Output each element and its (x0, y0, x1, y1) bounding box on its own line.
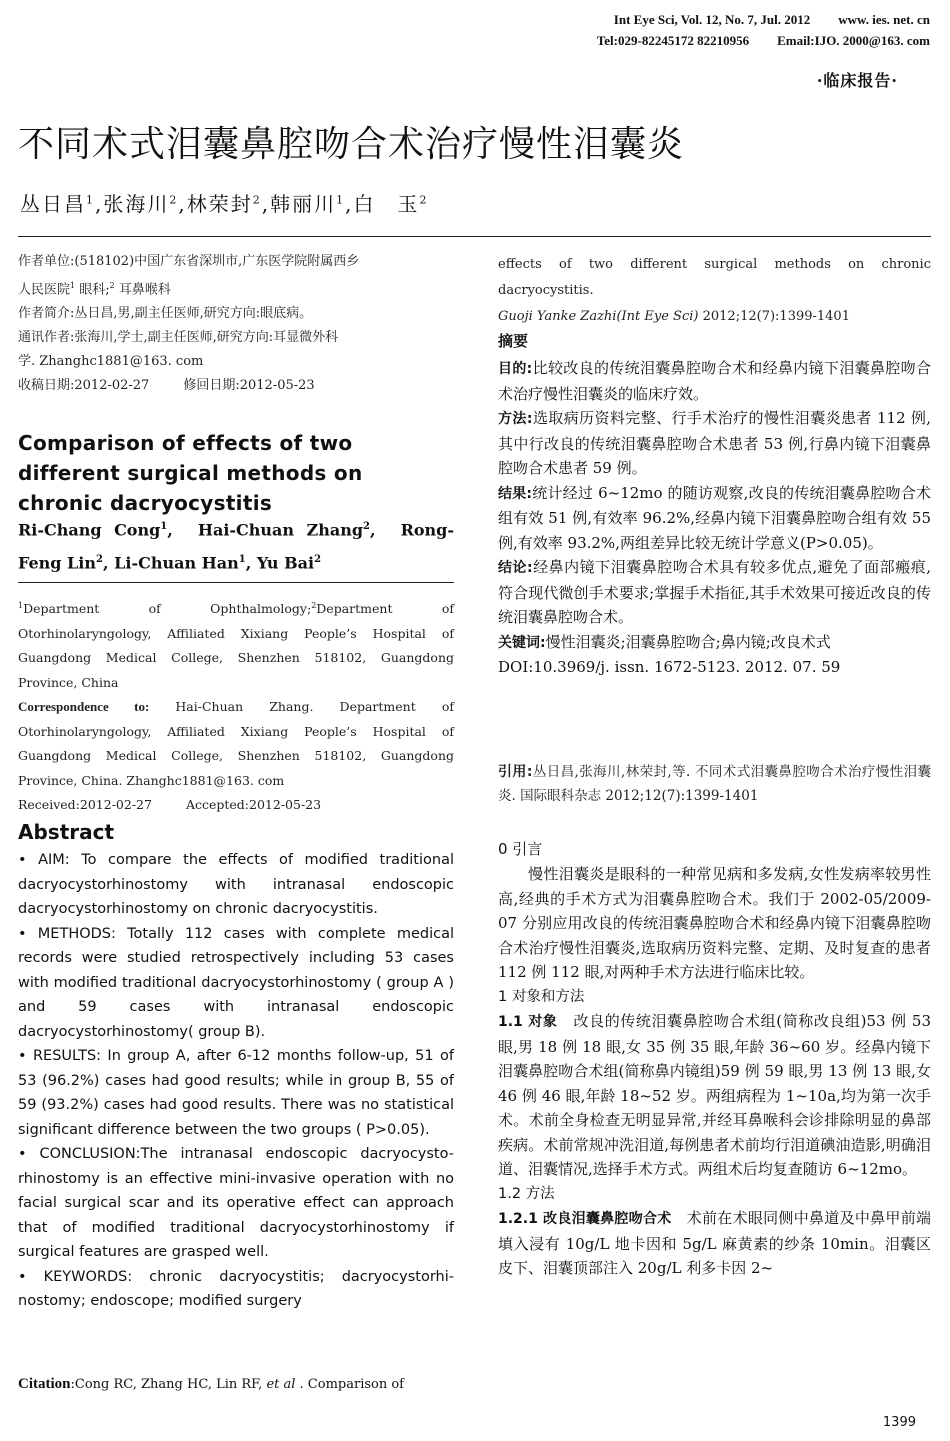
citation-cn: 引用:丛日昌,张海川,林荣封,等. 不同术式泪囊鼻腔吻合术治疗慢性泪囊炎. 国际眼科杂志 2012;12(7):1399-1401 (498, 764, 931, 804)
abstract-cn-results: 结果:统计经过 6~12mo 的随访观察,改良的传统泪囊鼻腔吻合术组有效 51 例,有效率 96.2%,经鼻内镜下泪囊鼻腔吻合组有效 55 例,有效率 93.2%,两组差异比较无统计学意义(P>0.05)。 (498, 483, 931, 552)
main-body (498, 862, 931, 1281)
intro-heading: 0 引言 (498, 840, 543, 858)
authors-divider (18, 582, 454, 583)
journal-email: Email:IJO. 2000@163. com (777, 33, 930, 48)
section-tag: ·临床报告· (816, 71, 898, 90)
journal-website: www. ies. net. cn (838, 12, 930, 27)
author-cn: 林荣封 (186, 192, 253, 216)
abstract-conclusion: • CONCLUSION:The intranasal endoscopic dacryocysto-rhinostomy is an effective mini-invasive operation with no facial surgical scar and its operative effect can approach that of modified traditional dacryocystorhinostomy if surgical features are grasped well. (18, 1146, 454, 1260)
author-cn: 白 玉 (353, 192, 420, 216)
authors-cn: 丛日昌$^1$,张海川$^2$,林荣封$^2$,韩丽川$^1$,白 玉$^2$ (20, 192, 429, 216)
abstract-en (18, 848, 454, 1314)
journal-contact-line (597, 33, 930, 49)
section121-paragraph: 1.2.1 改良泪囊鼻腔吻合术 术前在术眼同侧中鼻道及中鼻甲前端填入浸有 10g/L 地卡因和 5g/L 麻黄素的纱条 10min。泪囊区皮下、泪囊顶部注入 20g/L 利多卡因 2~ (498, 1209, 931, 1277)
journal-tel: Tel:029-82245172 82210956 (596, 33, 750, 48)
correspondence-cn-line2: 学. Zhanghc1881@163. com (18, 354, 204, 370)
page-number: 1399 (882, 1415, 916, 1430)
abstract-cn-keywords: 关键词:慢性泪囊炎;泪囊鼻腔吻合;鼻内镜;改良术式 (498, 632, 831, 651)
abstract-heading: Abstract (18, 820, 115, 844)
correspondence-en: Correspondence to: Hai-Chuan Zhang. Department of Otorhinolaryngology, Affiliated Xixiang People’s Hospital of Guangdong Medical College, Shenzhen 518102, Guangdong Province, China. Zhanghc1881@163. com (18, 699, 454, 788)
section11-paragraph: 1.1 对象 改良的传统泪囊鼻腔吻合术组(简称改良组)53 例 53 眼,男 18 例 18 眼,女 35 例 35 眼,年龄 36~60 岁。经鼻内镜下泪囊鼻腔吻合术组(简称鼻内镜组)59 例 59 眼,男 13 例 13 眼,女 46 例 46 眼,年龄 18~52 岁。两组病程为 1~10a,均为第一次手术。术前全身检查无明显异常,并经耳鼻喉科会诊排除明显的鼻部疾病。术前常规冲洗泪道,每例患者术前均行泪道碘油造影,明确泪道、泪囊情况,选择手术方式。两组术后均复查随访 6~12mo。 (498, 1012, 931, 1178)
correspondence-cn-line1: 通讯作者:张海川,学士,副主任医师,研究方向:耳显微外科 (18, 330, 339, 346)
dates-en: Received:2012-02-27 Accepted:2012-05-23 (18, 797, 322, 813)
abstract-cn (498, 356, 931, 680)
affiliation-en-text: $^1$Department of Ophthalmology;$^2$Department of Otorhinolaryngology, Affiliated Xixiang People’s Hospital of Guangdong Medical College, Shenzhen 518102, Guangdong Province, China (18, 601, 454, 690)
author-cn: 丛日昌 (20, 192, 86, 216)
intro-paragraph: 慢性泪囊炎是眼科的一种常见病和多发病,女性发病率较男性高,经典的手术方式为泪囊鼻腔吻合术。我们于 2002-05/2009-07 分别应用改良的传统泪囊鼻腔吻合术和经鼻内镜下泪囊鼻腔吻合术治疗慢性泪囊炎,选取病历资料完整、定期、及时复查的患者 112 例 112 眼,对两种手术方法进行临床比较。 (498, 865, 931, 981)
author-sup: 1 (336, 193, 346, 207)
abstract-cn-aim: 目的:比较改良的传统泪囊鼻腔吻合术和经鼻内镜下泪囊鼻腔吻合术治疗慢性泪囊炎的临床疗效。 (498, 359, 931, 403)
dates-cn: 收稿日期:2012-02-27 修回日期:2012-05-23 (18, 378, 315, 394)
affiliation-en (18, 594, 454, 818)
author-sup: 2 (169, 193, 179, 207)
abstract-cn-conclusion: 结论:经鼻内镜下泪囊鼻腔吻合术具有较多优点,避免了面部瘢痕,符合现代微创手术要求;掌握手术指征,其手术效果可接近改良的传统泪囊鼻腔吻合术。 (498, 558, 931, 626)
section1-heading: 1 对象和方法 (498, 988, 585, 1005)
journal-citation: Int Eye Sci, Vol. 12, No. 7, Jul. 2012 (613, 12, 811, 27)
abstract-aim: • AIM: To compare the effects of modified traditional dacryocystorhinostomy with intranasal endoscopic dacryocystorhinostomy on chronic dacryocystitis. (18, 852, 454, 917)
author-cn: 张海川 (103, 192, 170, 216)
author-bio: 作者简介:丛日昌,男,副主任医师,研究方向:眼底病。 (18, 306, 313, 322)
doi: DOI:10.3969/j. issn. 1672-5123. 2012. 07. 59 (498, 658, 841, 676)
affiliation-unit-line2: 人民医院$^1$ 眼科;$^2$ 耳鼻喉科 (18, 281, 171, 298)
abstract-cn-heading: 摘要 (498, 332, 529, 350)
abstract-cn-methods: 方法:选取病历资料完整、行手术治疗的慢性泪囊炎患者 112 例,其中行改良的传统泪囊鼻腔吻合术患者 53 例,行鼻内镜下泪囊鼻腔吻合术患者 59 例。 (498, 409, 931, 477)
header-divider (18, 236, 931, 237)
authors-en: Ri-Chang Cong$^1$, Hai-Chuan Zhang$^2$, Rong-Feng Lin$^2$, Li-Chuan Han$^1$, Yu Bai$^2$ (18, 520, 454, 573)
citation-en-continued: effects of two different surgical methods on chronic dacryocystitis. Guoji Yanke Zazhi(Int Eye Sci) 2012;12(7):1399-1401 (498, 257, 931, 324)
author-sup: 2 (252, 193, 262, 207)
journal-header-line (614, 12, 930, 28)
abstract-methods: • METHODS: Totally 112 cases with complete medical records were studied retrospectively including 53 cases with modified traditional dacryocystorhinostomy ( group A ) and 59 cases with intranasal endoscopic dacryocystorhinostomy( group B). (18, 925, 454, 1040)
abstract-keywords: • KEYWORDS: chronic dacryocystitis; dacryocystorhi-nostomy; endoscope; modified surgery (18, 1268, 454, 1309)
page-title: 不同术式泪囊鼻腔吻合术治疗慢性泪囊炎 (18, 124, 685, 165)
author-cn: 韩丽川 (270, 192, 337, 216)
author-sup: 2 (419, 193, 429, 207)
author-sup: 1 (86, 193, 95, 207)
english-title: Comparison of effects of two different surgical methods on chronic dacryocystitis (18, 431, 363, 515)
section12-heading: 1.2 方法 (498, 1185, 555, 1202)
affiliation-unit-line1: 作者单位:(518102)中国广东省深圳市,广东医学院附属西乡 (18, 254, 360, 269)
affiliation-cn (18, 250, 454, 398)
citation-en-start: Citation:Cong RC, Zhang HC, Lin RF, et al . Comparison of (18, 1376, 404, 1392)
abstract-results: • RESULTS: In group A, after 6-12 months follow-up, 51 of 53 (96.2%) cases had good results; while in group B, 55 of 59 (93.2%) cases had good results. There was no statistical significant difference between the two groups ( P>0.05). (18, 1048, 454, 1138)
